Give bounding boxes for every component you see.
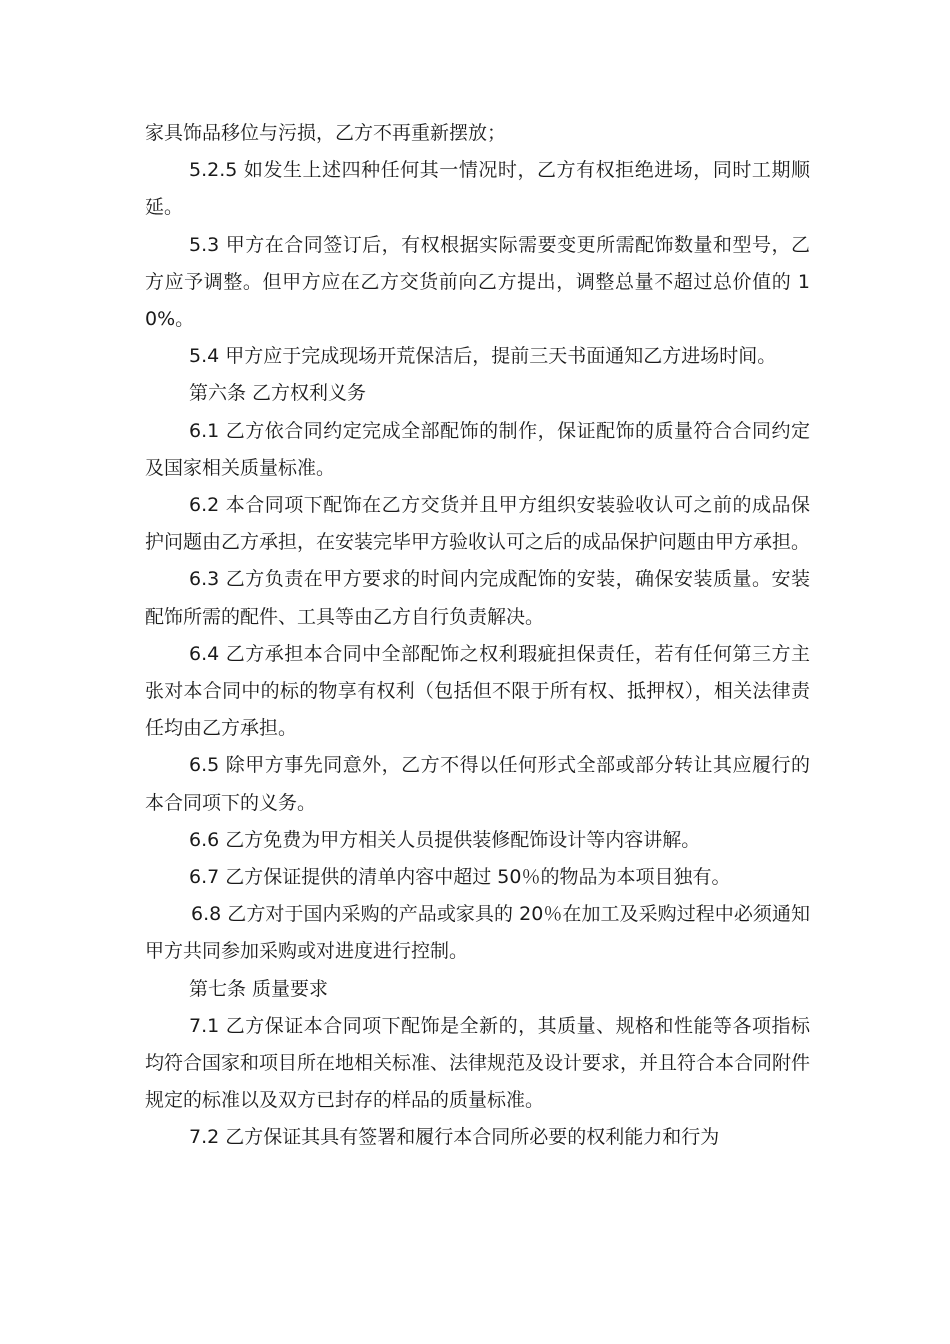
paragraph-6-2: 6.2 本合同项下配饰在乙方交货并且甲方组织安装验收认可之前的成品保护问题由乙方承担，在安装完毕甲方验收认可之后的成品保护问题由甲方承担。 xyxy=(145,494,811,554)
paragraph-6-7: 6.7 乙方保证提供的清单内容中超过 50％的物品为本项目独有。 xyxy=(189,866,731,889)
paragraph-5-2-5: 5.2.5 如发生上述四种任何其一情况时，乙方有权拒绝进场，同时工期顺延。 xyxy=(145,159,810,219)
paragraph-6-5: 6.5 除甲方事先同意外，乙方不得以任何形式全部或部分转让其应履行的本合同项下的义务。 xyxy=(145,754,810,814)
paragraph-7-2: 7.2 乙方保证其具有签署和履行本合同所必要的权利能力和行为 xyxy=(189,1126,720,1149)
paragraph-6-4: 6.4 乙方承担本合同中全部配饰之权利瑕疵担保责任，若有任何第三方主张对本合同中的标的物享有权利（包括但不限于所有权、抵押权），相关法律责任均由乙方承担。 xyxy=(145,642,810,740)
article-7-heading: 第七条 质量要求 xyxy=(189,977,329,1000)
article-6-heading: 第六条 乙方权利义务 xyxy=(189,382,367,405)
paragraph-7-1: 7.1 乙方保证本合同项下配饰是全新的，其质量、规格和性能等各项指标均符合国家和项目所在地相关标准、法律规范及设计要求，并且符合本合同附件规定的标准以及双方已封存的样品的质量标准。 xyxy=(145,1014,811,1112)
paragraph-5-3: 5.3 甲方在合同签订后，有权根据实际需要变更所需配饰数量和型号，乙方应予调整。但甲方应在乙方交货前向乙方提出，调整总量不超过总价值的 10%。 xyxy=(145,233,810,331)
paragraph-5-2-4-continued: 家具饰品移位与污损，乙方不再重新摆放； xyxy=(145,122,507,144)
paragraph-6-1: 6.1 乙方依合同约定完成全部配饰的制作，保证配饰的质量符合合同约定及国家相关质量标准。 xyxy=(145,419,810,479)
paragraph-5-4: 5.4 甲方应于完成现场开荒保洁后，提前三天书面通知乙方进场时间。 xyxy=(189,345,777,368)
document-body xyxy=(145,115,810,1157)
paragraph-6-8: 6.8 乙方对于国内采购的产品或家具的 20％在加工及采购过程中必须通知甲方共同参加采购或对进度进行控制。 xyxy=(145,903,810,963)
paragraph-6-6: 6.6 乙方免费为甲方相关人员提供装修配饰设计等内容讲解。 xyxy=(189,828,701,851)
paragraph-6-3: 6.3 乙方负责在甲方要求的时间内完成配饰的安装，确保安装质量。安装配饰所需的配件、工具等由乙方自行负责解决。 xyxy=(145,568,810,628)
